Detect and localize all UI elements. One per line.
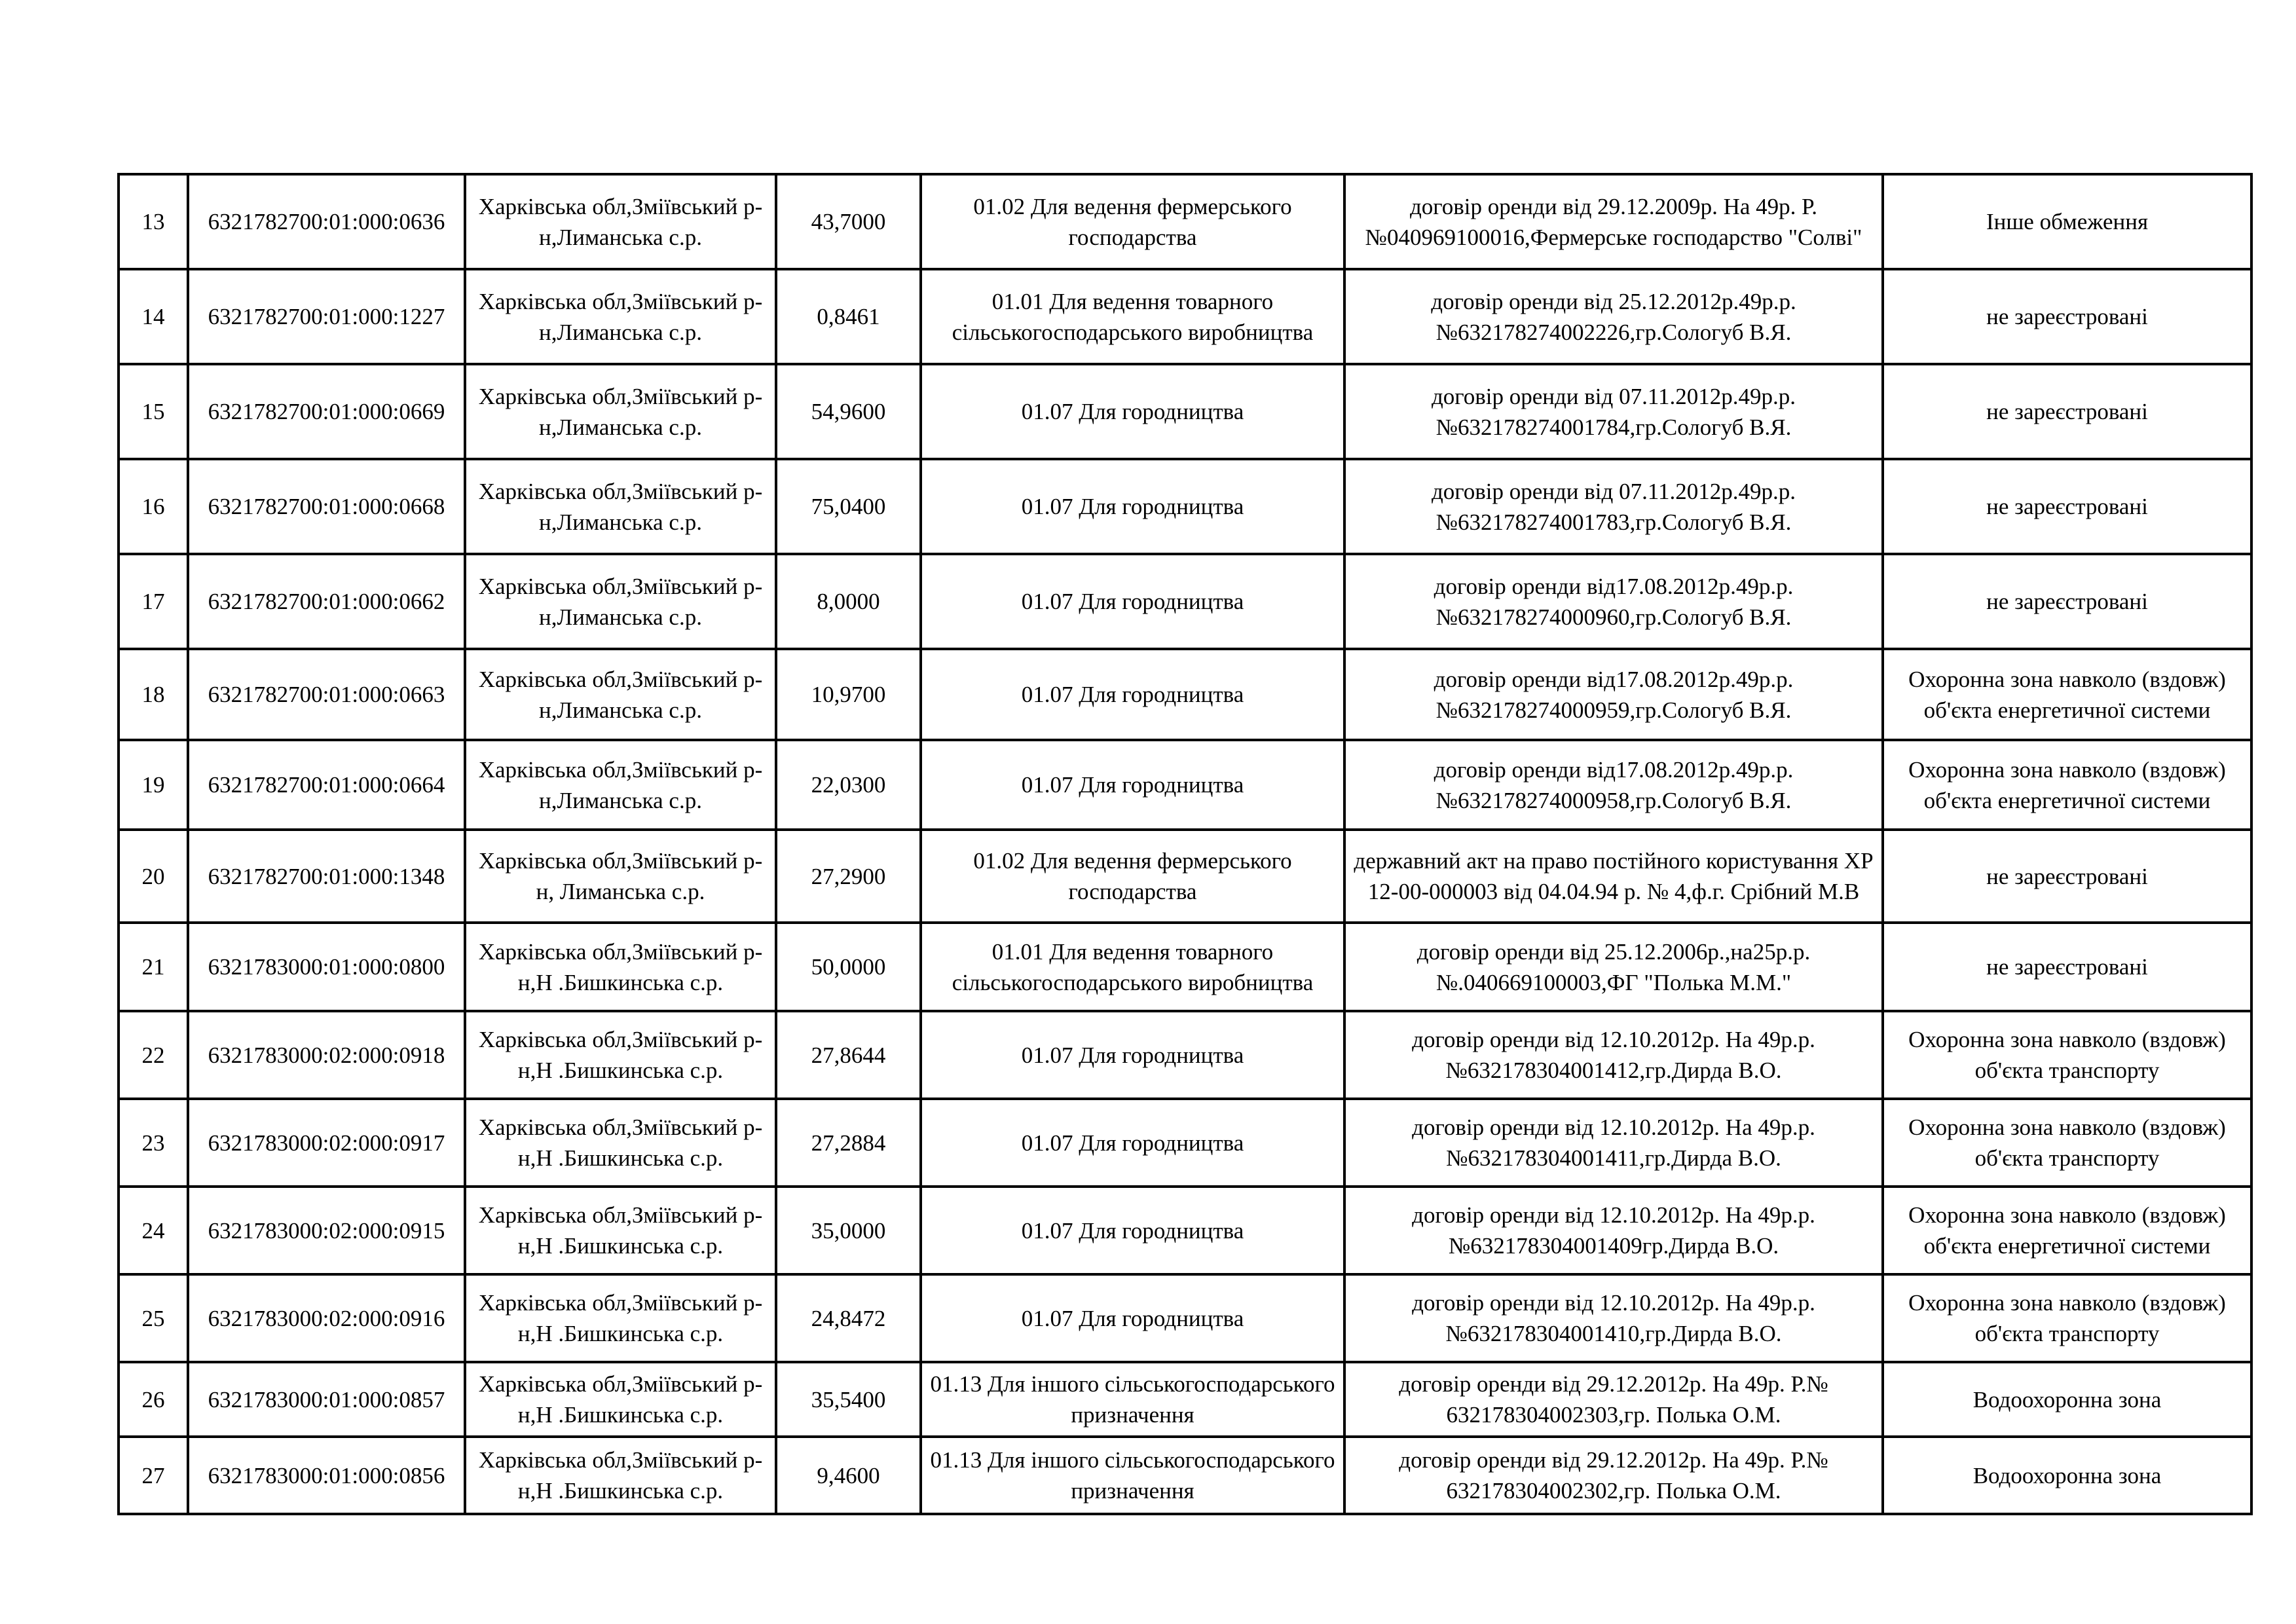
area-cell: 27,2900 — [776, 830, 921, 923]
restriction-cell: Інше обмеження — [1883, 174, 2251, 269]
area-cell: 75,0400 — [776, 459, 921, 554]
lease-document-cell: договір оренди від 29.12.2012р. На 49р. Р.№ 632178304002303,гр. Полька О.М. — [1344, 1362, 1883, 1437]
area-cell: 54,9600 — [776, 364, 921, 459]
cadastral-number-cell: 6321782700:01:000:0668 — [188, 459, 465, 554]
table-row — [119, 554, 2251, 649]
table-row — [119, 830, 2251, 923]
cadastral-number-cell: 6321782700:01:000:0664 — [188, 740, 465, 830]
location-cell: Харківська обл,Зміївський р-н,Н .Бишкинська с.р. — [465, 1274, 776, 1362]
restriction-cell: Охоронна зона навколо (вздовж) об'єкта транспорту — [1883, 1274, 2251, 1362]
row-number-cell: 23 — [119, 1099, 188, 1187]
lease-document-cell: договір оренди від 12.10.2012р. На 49р.р.№632178304001411,гр.Дирда В.О. — [1344, 1099, 1883, 1187]
row-number-cell: 17 — [119, 554, 188, 649]
land-purpose-cell: 01.07 Для городництва — [921, 364, 1344, 459]
area-cell: 35,0000 — [776, 1187, 921, 1274]
location-cell: Харківська обл,Зміївський р-н,Лиманська с.р. — [465, 459, 776, 554]
row-number-cell: 24 — [119, 1187, 188, 1274]
restriction-cell: не зареєстровані — [1883, 554, 2251, 649]
lease-document-cell: договір оренди від 07.11.2012р.49р.р.№632178274001784,гр.Сологуб В.Я. — [1344, 364, 1883, 459]
area-cell: 10,9700 — [776, 649, 921, 740]
restriction-cell: не зареєстровані — [1883, 269, 2251, 364]
cadastral-number-cell: 6321782700:01:000:0669 — [188, 364, 465, 459]
restriction-cell: не зареєстровані — [1883, 459, 2251, 554]
land-purpose-cell: 01.07 Для городництва — [921, 1187, 1344, 1274]
area-cell: 24,8472 — [776, 1274, 921, 1362]
area-cell: 50,0000 — [776, 923, 921, 1011]
location-cell: Харківська обл,Зміївський р-н,Н .Бишкинська с.р. — [465, 1099, 776, 1187]
land-purpose-cell: 01.01 Для ведення товарного сільськогосподарського виробництва — [921, 269, 1344, 364]
cadastral-number-cell: 6321783000:02:000:0917 — [188, 1099, 465, 1187]
table-row — [119, 174, 2251, 269]
lease-document-cell: договір оренди від 12.10.2012р. На 49р.р.№632178304001410,гр.Дирда В.О. — [1344, 1274, 1883, 1362]
location-cell: Харківська обл,Зміївський р-н,Н .Бишкинська с.р. — [465, 1187, 776, 1274]
row-number-cell: 26 — [119, 1362, 188, 1437]
table-row — [119, 1362, 2251, 1437]
row-number-cell: 16 — [119, 459, 188, 554]
table-row — [119, 459, 2251, 554]
cadastral-number-cell: 6321783000:01:000:0800 — [188, 923, 465, 1011]
row-number-cell: 21 — [119, 923, 188, 1011]
table-row — [119, 649, 2251, 740]
lease-document-cell: договір оренди від 12.10.2012р. На 49р.р.№632178304001412,гр.Дирда В.О. — [1344, 1011, 1883, 1099]
location-cell: Харківська обл,Зміївський р-н,Н .Бишкинська с.р. — [465, 1362, 776, 1437]
land-purpose-cell: 01.13 Для іншого сільськогосподарського призначення — [921, 1362, 1344, 1437]
cadastral-number-cell: 6321782700:01:000:0663 — [188, 649, 465, 740]
row-number-cell: 20 — [119, 830, 188, 923]
location-cell: Харківська обл,Зміївський р-н,Лиманська с.р. — [465, 174, 776, 269]
land-purpose-cell: 01.07 Для городництва — [921, 1099, 1344, 1187]
restriction-cell: не зареєстровані — [1883, 923, 2251, 1011]
cadastral-number-cell: 6321783000:01:000:0857 — [188, 1362, 465, 1437]
row-number-cell: 27 — [119, 1437, 188, 1514]
cadastral-number-cell: 6321782700:01:000:1348 — [188, 830, 465, 923]
land-purpose-cell: 01.02 Для ведення фермерського господарства — [921, 174, 1344, 269]
location-cell: Харківська обл,Зміївський р-н,Лиманська с.р. — [465, 649, 776, 740]
table-row — [119, 1274, 2251, 1362]
table-row — [119, 364, 2251, 459]
land-purpose-cell: 01.07 Для городництва — [921, 1274, 1344, 1362]
row-number-cell: 25 — [119, 1274, 188, 1362]
row-number-cell: 19 — [119, 740, 188, 830]
restriction-cell: Охоронна зона навколо (вздовж) об'єкта енергетичної системи — [1883, 740, 2251, 830]
restriction-cell: не зареєстровані — [1883, 830, 2251, 923]
area-cell: 43,7000 — [776, 174, 921, 269]
restriction-cell: Охоронна зона навколо (вздовж) об'єкта транспорту — [1883, 1099, 2251, 1187]
location-cell: Харківська обл,Зміївський р-н,Н .Бишкинська с.р. — [465, 1011, 776, 1099]
lease-document-cell: договір оренди від 12.10.2012р. На 49р.р.№632178304001409гр.Дирда В.О. — [1344, 1187, 1883, 1274]
cadastral-number-cell: 6321783000:02:000:0915 — [188, 1187, 465, 1274]
area-cell: 27,2884 — [776, 1099, 921, 1187]
lease-document-cell: договір оренди від17.08.2012р.49р.р.№632178274000958,гр.Сологуб В.Я. — [1344, 740, 1883, 830]
row-number-cell: 22 — [119, 1011, 188, 1099]
land-purpose-cell: 01.07 Для городництва — [921, 649, 1344, 740]
location-cell: Харківська обл,Зміївський р-н,Н .Бишкинська с.р. — [465, 1437, 776, 1514]
location-cell: Харківська обл,Зміївський р-н,Лиманська с.р. — [465, 740, 776, 830]
lease-document-cell: договір оренди від17.08.2012р.49р.р.№632178274000959,гр.Сологуб В.Я. — [1344, 649, 1883, 740]
cadastral-number-cell: 6321782700:01:000:0662 — [188, 554, 465, 649]
table-row — [119, 1099, 2251, 1187]
area-cell: 8,0000 — [776, 554, 921, 649]
restriction-cell: Охоронна зона навколо (вздовж) об'єкта енергетичної системи — [1883, 1187, 2251, 1274]
lease-document-cell: договір оренди від 25.12.2006р.,на25р.р. №.040669100003,ФГ "Полька М.М." — [1344, 923, 1883, 1011]
location-cell: Харківська обл,Зміївський р-н, Лиманська с.р. — [465, 830, 776, 923]
table-row — [119, 740, 2251, 830]
restriction-cell: Водоохоронна зона — [1883, 1362, 2251, 1437]
location-cell: Харківська обл,Зміївський р-н,Лиманська с.р. — [465, 364, 776, 459]
table-row — [119, 1011, 2251, 1099]
cadastral-number-cell: 6321783000:01:000:0856 — [188, 1437, 465, 1514]
restriction-cell: Охоронна зона навколо (вздовж) об'єкта транспорту — [1883, 1011, 2251, 1099]
location-cell: Харківська обл,Зміївський р-н,Н .Бишкинська с.р. — [465, 923, 776, 1011]
land-purpose-cell: 01.07 Для городництва — [921, 554, 1344, 649]
location-cell: Харківська обл,Зміївський р-н,Лиманська с.р. — [465, 269, 776, 364]
area-cell: 27,8644 — [776, 1011, 921, 1099]
lease-document-cell: договір оренди від 25.12.2012р.49р.р.№632178274002226,гр.Сологуб В.Я. — [1344, 269, 1883, 364]
restriction-cell: Охоронна зона навколо (вздовж) об'єкта енергетичної системи — [1883, 649, 2251, 740]
lease-document-cell: договір оренди від17.08.2012р.49р.р.№632178274000960,гр.Сологуб В.Я. — [1344, 554, 1883, 649]
lease-document-cell: договір оренди від 29.12.2012р. На 49р. Р.№ 632178304002302,гр. Полька О.М. — [1344, 1437, 1883, 1514]
row-number-cell: 13 — [119, 174, 188, 269]
lease-document-cell: державний акт на право постійного користування ХР 12-00-000003 від 04.04.94 р. № 4,ф.г. Срібний М.В — [1344, 830, 1883, 923]
area-cell: 35,5400 — [776, 1362, 921, 1437]
land-purpose-cell: 01.13 Для іншого сільськогосподарського призначення — [921, 1437, 1344, 1514]
table-row — [119, 269, 2251, 364]
location-cell: Харківська обл,Зміївський р-н,Лиманська с.р. — [465, 554, 776, 649]
lease-document-cell: договір оренди від 07.11.2012р.49р.р.№632178274001783,гр.Сологуб В.Я. — [1344, 459, 1883, 554]
table-row — [119, 1437, 2251, 1514]
row-number-cell: 14 — [119, 269, 188, 364]
table-row — [119, 923, 2251, 1011]
table-row — [119, 1187, 2251, 1274]
land-purpose-cell: 01.01 Для ведення товарного сільськогосподарського виробництва — [921, 923, 1344, 1011]
restriction-cell: Водоохоронна зона — [1883, 1437, 2251, 1514]
lease-document-cell: договір оренди від 29.12.2009р. На 49р. Р.№040969100016,Фермерське господарство "Солві" — [1344, 174, 1883, 269]
land-purpose-cell: 01.07 Для городництва — [921, 459, 1344, 554]
cadastral-number-cell: 6321783000:02:000:0916 — [188, 1274, 465, 1362]
cadastral-number-cell: 6321782700:01:000:1227 — [188, 269, 465, 364]
land-purpose-cell: 01.02 Для ведення фермерського господарства — [921, 830, 1344, 923]
row-number-cell: 18 — [119, 649, 188, 740]
area-cell: 9,4600 — [776, 1437, 921, 1514]
restriction-cell: не зареєстровані — [1883, 364, 2251, 459]
row-number-cell: 15 — [119, 364, 188, 459]
cadastral-number-cell: 6321782700:01:000:0636 — [188, 174, 465, 269]
area-cell: 22,0300 — [776, 740, 921, 830]
area-cell: 0,8461 — [776, 269, 921, 364]
land-plots-table — [117, 173, 2253, 1515]
land-purpose-cell: 01.07 Для городництва — [921, 740, 1344, 830]
table-body — [119, 174, 2251, 1514]
land-purpose-cell: 01.07 Для городництва — [921, 1011, 1344, 1099]
cadastral-number-cell: 6321783000:02:000:0918 — [188, 1011, 465, 1099]
